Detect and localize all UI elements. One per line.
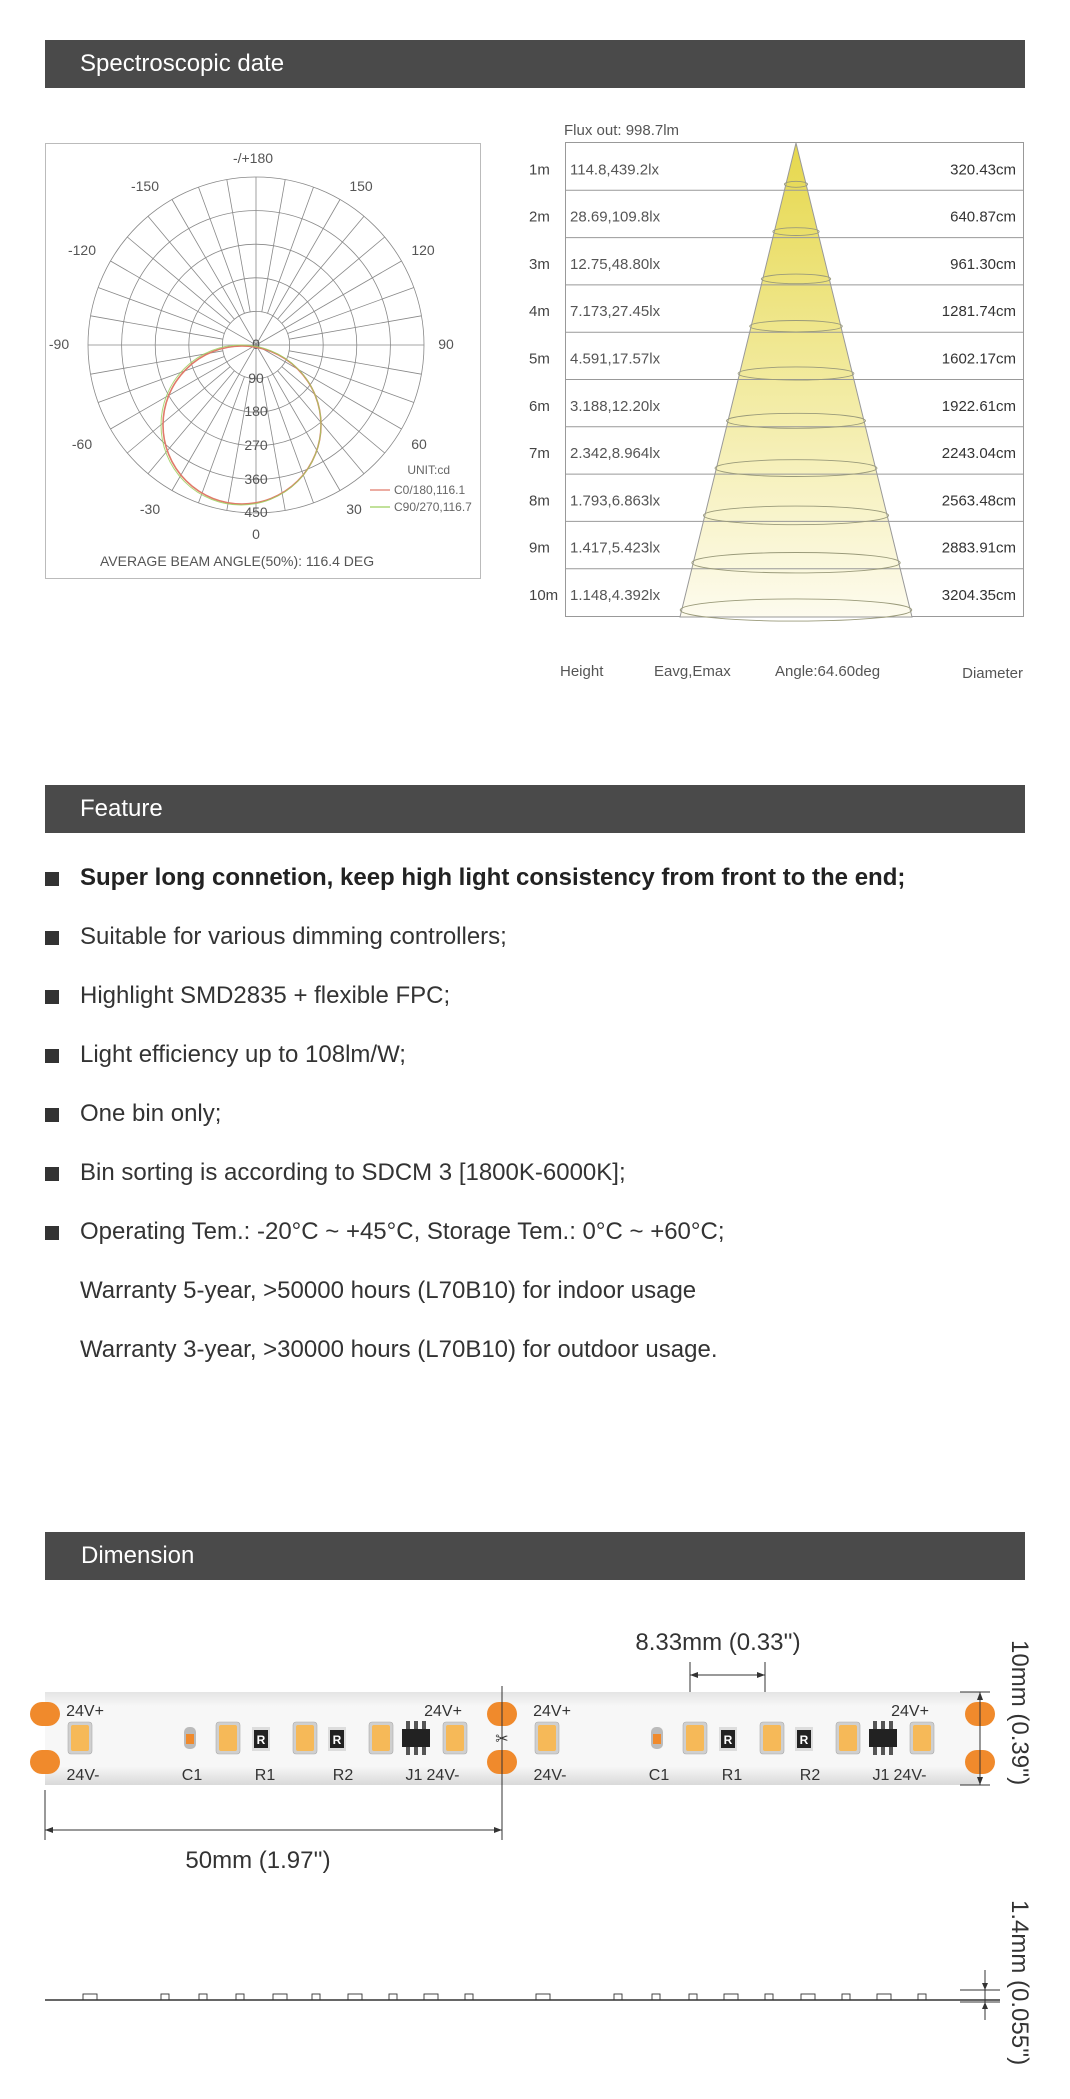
polar-angle-label: 150 bbox=[349, 178, 373, 194]
profile-component bbox=[199, 1994, 207, 2000]
legend-label-c0: C0/180,116.1 bbox=[394, 483, 466, 497]
strip-label: R2 bbox=[799, 1767, 821, 1784]
cut-length-label: 50mm (1.97'') bbox=[185, 1847, 331, 1874]
cone-row-diameter: 1922.61cm bbox=[941, 397, 1016, 415]
profile-component bbox=[918, 1994, 926, 2000]
cone-row-eavg: 3.188,12.20lx bbox=[570, 397, 661, 415]
cone-row-diameter: 3204.35cm bbox=[941, 587, 1016, 604]
strip-label: J1 bbox=[405, 1767, 423, 1784]
dimension-drawing bbox=[0, 1600, 1070, 2099]
square-bullet-icon bbox=[45, 1049, 59, 1063]
smd-led-core bbox=[71, 1725, 89, 1751]
strip-label: R1 bbox=[721, 1767, 743, 1784]
footer-angle: Angle:64.60deg bbox=[775, 663, 881, 680]
cone-row-height: 7m bbox=[529, 445, 550, 463]
resistor-mark: R bbox=[256, 1733, 266, 1747]
cone-row-diameter: 1602.17cm bbox=[941, 350, 1016, 368]
resistor-mark: R bbox=[332, 1733, 342, 1747]
strip-width-label: 10mm (0.39'') bbox=[1006, 1640, 1033, 1786]
polar-radial-label: 450 bbox=[244, 504, 268, 520]
cone-row-eavg: 1.417,5.423lx bbox=[570, 539, 661, 557]
strip-label: C1 bbox=[648, 1767, 670, 1784]
cone-row-eavg: 2.342,8.964lx bbox=[570, 445, 661, 463]
strip-label: C1 bbox=[181, 1767, 203, 1784]
profile-component bbox=[842, 1994, 850, 2000]
profile-component bbox=[765, 1994, 773, 2000]
profile-component bbox=[877, 1994, 891, 2000]
feature-item: Suitable for various dimming controllers; bbox=[45, 919, 1025, 978]
feature-item: Bin sorting is according to SDCM 3 [1800K-6000K]; bbox=[45, 1155, 1025, 1214]
cone-row-height: 8m bbox=[529, 492, 550, 510]
polar-angle-label: 0 bbox=[252, 526, 260, 542]
cone-row-eavg: 12.75,48.80lx bbox=[570, 255, 661, 273]
feature-section-header bbox=[45, 785, 1025, 833]
footer-height: Height bbox=[560, 663, 604, 680]
cone-row-eavg: 114.8,439.2lx bbox=[570, 161, 659, 179]
cone-row-height: 6m bbox=[529, 397, 550, 415]
cone-row-eavg: 1.793,6.863lx bbox=[570, 492, 661, 510]
strip-label: R1 bbox=[254, 1767, 276, 1784]
profile-component bbox=[389, 1994, 397, 2000]
feature-item: Operating Tem.: -20°C ~ +45°C, Storage Tem.: 0°C ~ +60°C; bbox=[45, 1214, 1025, 1273]
polar-radial-label: 360 bbox=[244, 471, 268, 487]
profile-component bbox=[236, 1994, 244, 2000]
profile-component bbox=[536, 1994, 550, 2000]
polar-angle-label: -90 bbox=[48, 336, 70, 352]
scissors-icon: ✂ bbox=[495, 1731, 509, 1748]
cone-row-diameter: 320.43cm bbox=[950, 161, 1016, 179]
smd-led-core bbox=[446, 1725, 464, 1751]
feature-item: Super long connetion, keep high light consistency from front to the end; bbox=[45, 860, 1025, 919]
strip-label: 24V- bbox=[66, 1767, 100, 1784]
square-bullet-icon bbox=[45, 1108, 59, 1122]
capacitor-core bbox=[653, 1734, 661, 1744]
cone-row-height: 5m bbox=[529, 350, 550, 368]
smd-led-core bbox=[763, 1725, 781, 1751]
capacitor-core bbox=[186, 1734, 194, 1744]
cone-row-height: 3m bbox=[529, 255, 550, 273]
profile-component bbox=[424, 1994, 438, 2000]
profile-component bbox=[348, 1994, 362, 2000]
profile-component bbox=[465, 1994, 473, 2000]
dimension-title: Dimension bbox=[81, 1542, 195, 1569]
resistor-mark: R bbox=[799, 1733, 809, 1747]
square-bullet-icon bbox=[45, 990, 59, 1004]
cone-row-diameter: 2243.04cm bbox=[941, 445, 1016, 463]
beam-angle-text: AVERAGE BEAM ANGLE(50%): 116.4 DEG bbox=[100, 553, 375, 569]
led-pitch-label: 8.33mm (0.33'') bbox=[635, 1629, 801, 1656]
smd-led-core bbox=[538, 1725, 556, 1751]
profile-component bbox=[689, 1994, 697, 2000]
solder-pad bbox=[30, 1750, 60, 1774]
polar-angle-label: -60 bbox=[71, 436, 93, 452]
cone-row-height: 2m bbox=[529, 208, 550, 226]
square-bullet-icon bbox=[45, 1167, 59, 1181]
feature-item: Highlight SMD2835 + flexible FPC; bbox=[45, 978, 1025, 1037]
square-bullet-icon bbox=[45, 931, 59, 945]
cone-row-eavg: 4.591,17.57lx bbox=[570, 350, 661, 368]
feature-title: Feature bbox=[80, 795, 163, 822]
legend-label-c90: C90/270,116.7 bbox=[394, 500, 472, 514]
strip-label: 24V- bbox=[426, 1767, 460, 1784]
strip-thickness-label: 1.4mm (0.055'') bbox=[1006, 1900, 1033, 2066]
cone-row-height: 9m bbox=[529, 539, 550, 557]
flux-out-text: Flux out: 998.7lm bbox=[564, 122, 680, 139]
cone-row-diameter: 640.87cm bbox=[950, 208, 1016, 226]
cone-row-eavg: 28.69,109.8lx bbox=[570, 208, 661, 226]
cone-row-height: 10m bbox=[529, 587, 559, 604]
feature-list bbox=[45, 860, 1025, 1273]
ic-chip bbox=[869, 1729, 897, 1747]
warranty-indoor-note: Warranty 5-year, >50000 hours (L70B10) for indoor usage bbox=[80, 1277, 697, 1304]
polar-angle-label: -150 bbox=[130, 178, 160, 194]
profile-leds bbox=[83, 1994, 926, 2000]
feature-item: One bin only; bbox=[45, 1096, 1025, 1155]
cone-row-diameter: 2883.91cm bbox=[941, 539, 1016, 557]
polar-angle-label: -120 bbox=[67, 242, 97, 258]
polar-radial-label: 270 bbox=[244, 437, 268, 453]
polar-angle-label: 60 bbox=[411, 436, 427, 452]
spectroscopic-section-header bbox=[45, 40, 1025, 88]
feature-item: Light efficiency up to 108lm/W; bbox=[45, 1037, 1025, 1096]
cone-row-diameter: 1281.74cm bbox=[941, 303, 1016, 321]
polar-angle-label: 120 bbox=[411, 242, 435, 258]
profile-component bbox=[83, 1994, 97, 2000]
cone-row-diameter: 2563.48cm bbox=[941, 492, 1016, 510]
cone-row-height: 1m bbox=[529, 161, 550, 179]
smd-led-core bbox=[219, 1725, 237, 1751]
smd-led-core bbox=[839, 1725, 857, 1751]
polar-radial-label: 0 bbox=[252, 336, 260, 352]
strip-label: R2 bbox=[332, 1767, 354, 1784]
polar-angle-label: 90 bbox=[438, 336, 454, 352]
strip-label: 24V+ bbox=[424, 1703, 462, 1720]
dimension-section-header bbox=[45, 1532, 1025, 1580]
polar-angle-label: -30 bbox=[139, 501, 161, 517]
polar-radial-label: 180 bbox=[244, 403, 268, 419]
polar-radial-label: 90 bbox=[248, 370, 264, 386]
ic-chip bbox=[402, 1729, 430, 1747]
square-bullet-icon bbox=[45, 872, 59, 886]
strip-label: J1 bbox=[872, 1767, 890, 1784]
cone-row-height: 4m bbox=[529, 303, 550, 321]
resistor-mark: R bbox=[723, 1733, 733, 1747]
profile-component bbox=[652, 1994, 660, 2000]
profile-component bbox=[161, 1994, 169, 2000]
footer-eavg: Eavg,Emax bbox=[654, 663, 731, 680]
strip-label: 24V- bbox=[533, 1767, 567, 1784]
solder-pad bbox=[30, 1702, 60, 1726]
spectroscopic-title: Spectroscopic date bbox=[80, 50, 285, 77]
strip-label: 24V+ bbox=[66, 1703, 104, 1720]
smd-led-core bbox=[913, 1725, 931, 1751]
strip-label: 24V- bbox=[893, 1767, 927, 1784]
profile-component bbox=[724, 1994, 738, 2000]
smd-led-core bbox=[372, 1725, 390, 1751]
profile-component bbox=[614, 1994, 622, 2000]
strip-label: 24V+ bbox=[533, 1703, 571, 1720]
profile-component bbox=[273, 1994, 287, 2000]
polar-unit: UNIT:cd bbox=[407, 463, 450, 477]
profile-component bbox=[312, 1994, 320, 2000]
illuminance-cone-diagram bbox=[505, 115, 1025, 690]
warranty-outdoor-note: Warranty 3-year, >30000 hours (L70B10) for outdoor usage. bbox=[80, 1336, 718, 1363]
polar-angle-label: -/+180 bbox=[232, 150, 274, 166]
cone-row-diameter: 961.30cm bbox=[950, 255, 1016, 273]
cone-row-eavg: 7.173,27.45lx bbox=[570, 303, 661, 321]
smd-led-core bbox=[296, 1725, 314, 1751]
square-bullet-icon bbox=[45, 1226, 59, 1240]
polar-angle-label: 30 bbox=[346, 501, 362, 517]
polar-diagram bbox=[45, 143, 481, 579]
profile-component bbox=[801, 1994, 815, 2000]
strip-label: 24V+ bbox=[891, 1703, 929, 1720]
footer-diameter: Diameter bbox=[962, 665, 1023, 682]
smd-led-core bbox=[686, 1725, 704, 1751]
cone-row-eavg: 1.148,4.392lx bbox=[570, 587, 661, 604]
